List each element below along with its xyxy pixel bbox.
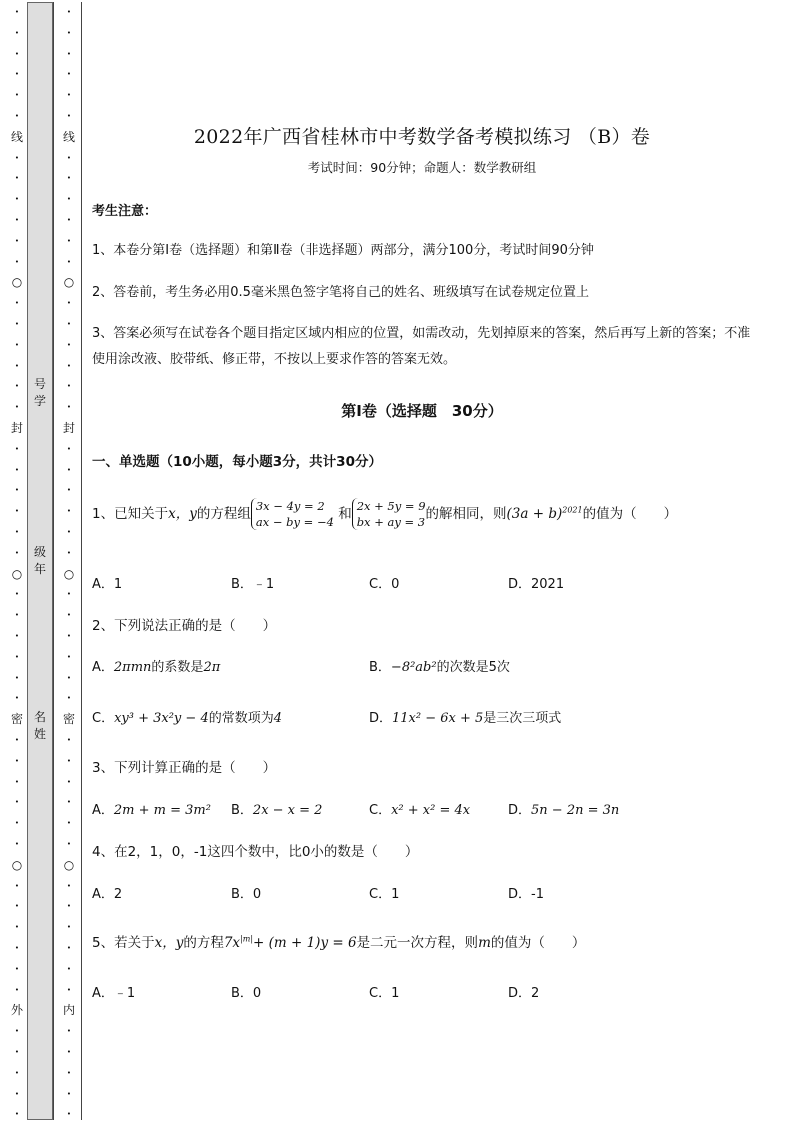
question-4: 4、在2，1，0，-1这四个数中，比0小的数是（ ）	[92, 844, 419, 860]
seal-mark: 线	[62, 129, 75, 144]
seal-dot: •	[14, 257, 20, 266]
seal-dot: •	[66, 112, 72, 120]
seal-mark: 内	[62, 1003, 75, 1018]
seal-dot: •	[66, 590, 72, 599]
seal-dot: •	[14, 91, 20, 100]
seal-dot: •	[66, 881, 72, 890]
option-b[interactable]: B．−8²ab²的次数是5次	[369, 660, 510, 675]
equation-system-2: 2x + 5y = 9 bx + ay = 3	[352, 498, 426, 530]
seal-dot: •	[14, 902, 20, 911]
seal-dot: •	[66, 340, 72, 349]
math-expression: (3a + b)	[506, 506, 563, 522]
seal-dot: •	[14, 673, 20, 682]
section-title: 第I卷（选择题 30分）	[341, 402, 503, 420]
option-d[interactable]: D．2	[508, 986, 540, 1001]
seal-dot: •	[14, 590, 20, 599]
seal-mark: ○	[63, 566, 75, 581]
seal-dot: •	[66, 174, 72, 183]
seal-dot: •	[14, 1048, 20, 1056]
seal-dot: •	[14, 382, 20, 391]
seal-dot: •	[14, 361, 20, 370]
seal-dot: •	[14, 798, 20, 807]
seal-dot: •	[14, 216, 20, 224]
seal-dot: •	[66, 299, 72, 308]
math-vars: x，y	[168, 506, 197, 522]
seal-dot: •	[66, 1027, 72, 1036]
seal-dot: •	[14, 507, 20, 516]
seal-dot: •	[66, 736, 72, 744]
notice-item: 2、答卷前，考生务必用0.5毫米黑色签字笔将自己的姓名、班级填写在试卷规定位置上	[92, 285, 589, 300]
seal-mark: 外	[10, 1003, 23, 1018]
seal-dot: •	[66, 1110, 72, 1119]
seal-dot: •	[14, 403, 20, 412]
seal-dot: •	[66, 444, 72, 453]
option-c[interactable]: C．0	[369, 577, 400, 592]
math-exponent: 2021	[562, 505, 583, 515]
seal-mark: ○	[11, 857, 23, 872]
option-c[interactable]: C．1	[369, 887, 400, 902]
seal-dot: •	[14, 694, 20, 703]
option-b[interactable]: B．﹣1	[231, 577, 275, 592]
seal-dot: •	[66, 361, 72, 370]
seal-dot: •	[66, 91, 72, 100]
seal-dot: •	[14, 444, 20, 453]
seal-dot: •	[66, 694, 72, 703]
option-a[interactable]: A．2πmn的系数是2π	[92, 660, 221, 675]
seal-dot: •	[14, 174, 20, 183]
name-label: 名 姓	[33, 710, 46, 741]
seal-mark: 密	[62, 712, 75, 727]
seal-dot: •	[66, 403, 72, 412]
seal-dot: •	[66, 49, 72, 58]
seal-dot: •	[66, 1048, 72, 1056]
seal-dot: •	[66, 798, 72, 807]
seal-mark: 封	[10, 421, 23, 435]
seal-dot: •	[66, 236, 72, 245]
question-5: 5、若关于x，y的方程$7x^{|m|}+ (m + 1)y = 6$是二元一次方程，则m的值为（ ）	[92, 934, 586, 951]
seal-dot: •	[14, 985, 20, 994]
class-label: 级 年	[33, 545, 46, 576]
seal-dot: •	[14, 465, 20, 474]
seal-dot: •	[66, 320, 72, 328]
notice-item: 1、本卷分第I卷（选择题）和第Ⅱ卷（非选择题）两部分，满分100分，考试时间90分钟	[92, 243, 594, 258]
seal-dot: •	[66, 70, 72, 79]
seal-dot: •	[66, 528, 72, 536]
seal-dot: •	[14, 49, 20, 58]
seal-dot: •	[14, 964, 20, 973]
seal-dot: •	[66, 819, 72, 828]
seal-dot: •	[14, 736, 20, 744]
seal-dot: •	[14, 1027, 20, 1036]
seal-dot: •	[66, 216, 72, 224]
seal-dot: •	[14, 70, 20, 79]
seal-dot: •	[14, 632, 20, 640]
seal-dot: •	[14, 881, 20, 890]
option-c[interactable]: C．1	[369, 986, 400, 1001]
seal-dot: •	[66, 1068, 72, 1077]
seal-dot: •	[14, 153, 20, 162]
seal-dot: •	[66, 944, 72, 952]
seal-dot: •	[66, 902, 72, 911]
seal-mark: ○	[63, 857, 75, 872]
seal-dot: •	[66, 923, 72, 932]
student-id-label: 号 学	[33, 377, 46, 408]
seal-dot: •	[66, 652, 72, 661]
seal-dot: •	[66, 985, 72, 994]
equation-system-1: 3x − 4y = 2 ax − by = −4	[251, 498, 334, 530]
question-text: 1、已知关于	[92, 506, 169, 522]
notice-item: 3、答案必须写在试卷各个题目指定区域内相应的位置，如需改动，先划掉原来的答案，然后再写上新的答案；不准使用涂改液、胶带纸、修正带，不按以上要求作答的答案无效。	[92, 326, 751, 367]
option-a[interactable]: A．1	[92, 577, 123, 592]
option-b[interactable]: B．0	[231, 986, 262, 1001]
question-text: 的值为（ ）	[582, 506, 678, 522]
question-2: 2、下列说法正确的是（ ）	[92, 618, 277, 634]
seal-dot: •	[66, 840, 72, 848]
seal-mark: ○	[11, 275, 23, 290]
seal-dot: •	[66, 632, 72, 640]
seal-dot: •	[14, 1110, 20, 1119]
option-d[interactable]: D．-1	[508, 887, 544, 902]
page-title: 2022年广西省桂林市中考数学备考模拟练习 （B）卷	[193, 126, 651, 148]
option-d[interactable]: D．5n − 2n = 3n	[508, 803, 620, 818]
seal-dot: •	[14, 299, 20, 308]
seal-dot: •	[14, 611, 20, 620]
seal-dot: •	[14, 486, 20, 495]
option-b[interactable]: B．2x − x = 2	[231, 803, 323, 818]
seal-dot: •	[14, 112, 20, 120]
question-1	[92, 498, 677, 530]
seal-dot: •	[14, 652, 20, 661]
seal-mark: ○	[11, 566, 23, 581]
option-b[interactable]: B．0	[231, 887, 262, 902]
seal-dot: •	[14, 923, 20, 932]
seal-dot: •	[14, 28, 20, 37]
exam-info: 考试时间：90分钟；命题人：数学教研组	[307, 160, 537, 175]
seal-mark: 线	[10, 129, 23, 144]
question-text: 的方程组	[196, 506, 251, 522]
seal-dot: •	[14, 236, 20, 245]
question-text: 的解相同，则	[425, 506, 507, 522]
seal-dot: •	[66, 611, 72, 620]
seal-dot: •	[14, 840, 20, 848]
inner-seal-column	[54, 0, 84, 1123]
seal-dot: •	[66, 486, 72, 495]
seal-dot: •	[14, 8, 20, 16]
seal-dot: •	[14, 819, 20, 828]
seal-mark: 封	[62, 421, 75, 435]
notice-heading: 考生注意：	[92, 204, 158, 219]
seal-dot: •	[14, 1068, 20, 1077]
option-c[interactable]: C．x² + x² = 4x	[369, 803, 471, 818]
option-a[interactable]: A．2m + m = 3m²	[92, 803, 211, 818]
seal-dot: •	[14, 1089, 20, 1098]
option-a[interactable]: A．﹣1	[92, 986, 136, 1001]
seal-dot: •	[14, 548, 20, 557]
seal-dot: •	[66, 28, 72, 37]
option-c[interactable]: C．xy³ + 3x²y − 4的常数项为4	[92, 711, 283, 726]
seal-dot: •	[66, 465, 72, 474]
option-d[interactable]: D．2021	[508, 577, 565, 592]
seal-dot: •	[14, 340, 20, 349]
question-3: 3、下列计算正确的是（ ）	[92, 760, 277, 776]
seal-dot: •	[66, 1089, 72, 1098]
seal-dot: •	[14, 195, 20, 204]
seal-dot: •	[66, 777, 72, 786]
part-title: 一、单选题（10小题，每小题3分，共计30分）	[92, 454, 382, 470]
seal-dot: •	[14, 944, 20, 952]
seal-dot: •	[14, 528, 20, 536]
seal-dot: •	[14, 756, 20, 765]
seal-dot: •	[66, 507, 72, 516]
seal-dot: •	[66, 153, 72, 162]
question-text: 和	[338, 506, 352, 522]
seal-dot: •	[14, 777, 20, 786]
seal-dot: •	[66, 8, 72, 16]
seal-mark: 密	[10, 712, 23, 727]
seal-dot: •	[66, 673, 72, 682]
option-a[interactable]: A．2	[92, 887, 123, 902]
seal-dot: •	[66, 548, 72, 557]
seal-dot: •	[66, 964, 72, 973]
seal-dot: •	[14, 320, 20, 328]
seal-dot: •	[66, 195, 72, 204]
option-d[interactable]: D．11x² − 6x + 5是三次三项式	[369, 711, 562, 726]
seal-dot: •	[66, 756, 72, 765]
seal-mark: ○	[63, 275, 75, 290]
seal-dot: •	[66, 257, 72, 266]
seal-dot: •	[66, 382, 72, 391]
